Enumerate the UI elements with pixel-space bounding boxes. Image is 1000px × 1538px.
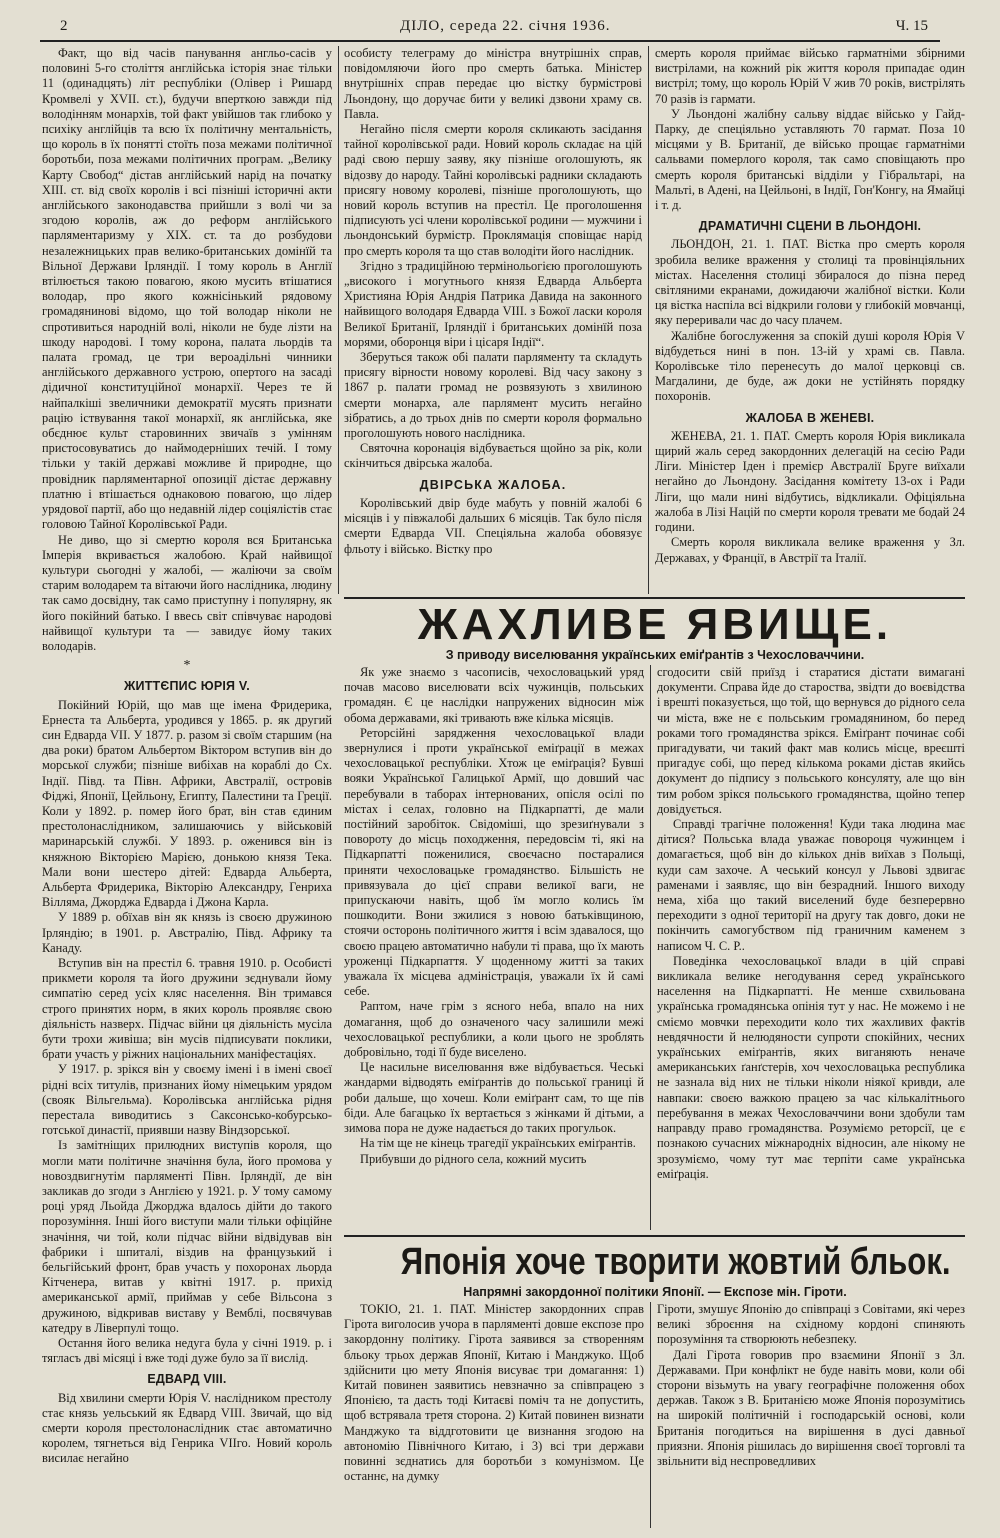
section-heading-court-mourning: ДВІРСЬКА ЖАЛОБА.: [419, 477, 567, 492]
page-number: 2: [60, 18, 68, 34]
subheadline-emigrants: З приводу виселювання українських еміґрантів з Чехословаччини.: [445, 648, 865, 662]
edward-paragraph: Від хвилини смерти Юрія V. наслідником престолу стає князь уельський як Едвард VIII. Звичай, що від смерти короля престолонаслідник стає автоматично королем, тягнеться від Генрика VIIго. Новий король висилає негайно: [42, 1390, 332, 1466]
article2-column-a: [344, 1302, 644, 1528]
headline-terrible-phenomenon: ЖАХЛИВЕ ЯВИЩЕ.: [417, 600, 893, 649]
text-paragraph: особисту телеграму до міністра внутрішніх справ, повідомляючи його про смерть батька. Міністер внутрішніх справ передає цю вістку бурмістрові Льондону, що доручає бити у великі дзвони храму св. Павла.: [344, 46, 642, 121]
text-paragraph: Святочна коронація відбувається щойно за рік, коли скінчиться двірська жалоба.: [344, 441, 642, 471]
bio-paragraph: Вступив він на престіл 6. травня 1910. р. Особисті прикмети короля та його дружини зєднували йому симпатію серед усіх кляс населення. Він тримався строго принятих норм, в яких король проявляє свою діяльність назверх. Підчас війни ця діяльність мусіла бути трохи живіша; він мусів підписувати поклики, брати участь у ріжних національних маніфестаціях.: [42, 955, 332, 1062]
article-paragraph: сгодосити свій приїзд і старатися дістати вимагані документи. Справа йде до староства, звідти до воєвідства і врешті показується, що той, що вернувся до рідного села чи міста, вже не є польським громадянином, бо перед роками того громадянства зрікся. Еміґрант починає собі пригадувати, чи такий факт мав колись місце, вреєшті пригадує собі, що перед кількома роками дістав якийсь документ до підпису з польського консуляту, але що він тим робом зрікся польського громадянства, щойно тепер довідується.: [657, 665, 965, 816]
article-paragraph: Як уже знаємо з часописів, чехословацький уряд почав масово виселювати всіх чужинців, польських громадян. Є це наслідки напружених відносин між обома державами, які тривають вже кілька місяців.: [344, 665, 644, 725]
intro-paragraph: Не диво, що зі смертю короля вся Британська Імперія вкривається жалобою. Край найвищої культури сьогодні у жалобі, — жаліючи за своїм старим володарем та вітаючи його наслідника, людину так само досвідну, так само приступну і популярну, як його покійний батько. І ввесь світ співчуває народові найвищої культури та — завидує йому таких володарів.: [42, 532, 332, 653]
section-heading-geneva: ЖАЛОБА В ЖЕНЕВІ.: [745, 410, 875, 425]
text-paragraph: Негайно після смерти короля скликають засідання тайної королівської ради. Новий король складає на цій раді свою першу заяву, яку пізніше оголошують, як відозву до народу. Тайні королівські радники складають присягу новому королеві, пізніше проголошують, що новий король вступив на престіл. Це проголошення підписують усі члени королівської родини — мужчини і льондонський бурмістр. Проклямація сповіщає нарід про смерть короля та що став володіти його наслідник.: [344, 122, 642, 258]
masthead: ДІЛО, середа 22. січня 1936.: [400, 18, 611, 34]
article-paragraph: Гіроти, змушує Японію до співпраці з Совітами, які через великі зброєння на східному кордоні спиняють порозуміння та створюють небезпеку.: [657, 1302, 965, 1347]
article-paragraph: ТОКІО, 21. 1. ПАТ. Міністер закордонних справ Гірота виголосив учора в парляменті довше експозе про закордонну політику. Гірота заявився за створенням бльоку трьох держав Японії, Китаю і Манджуко. Щоб здійснити цю мету Японія висуває три домагання: 1) Китай повинен заявитись невзначно за співпрацею з Японією, та дасть тоді Китаєві поміч та не допустить, щоб встрявала третя сторона. 2) Китай повинен визнати Манджуко та віддготовити це визнання згодою на автономію Північного Китаю, і 3) всі три держави повинні зєднатись для боротьби з комунізмом. Це останнє, на думку: [344, 1302, 644, 1484]
column-rule: [650, 1302, 651, 1528]
bio-paragraph: Із замітніщих прилюдних виступів короля, що могли мати політичне значіння була, його промова у новоздвигнутім парляменті Півн. Ірляндії, де він закликав до згоди з Англією у 1921. р. У тому самому році уряд Льойда Джорджа вдалось дійти до такого порозуміння. Інші його виступи мали тільки офіційне значіння, чи той, коли підчас війни відвідував він фабрики і шпиталі, віздив на французький і бельгійський фронт, брав участь у похоронах льорда Кітченера, витав у квітні 1917. р. прихід американської армії, приймав у себе Вільсона з дружиною, відкривав виставу у Вемблі, посвячував катедру в Ліверпулі тощо.: [42, 1138, 332, 1335]
text-paragraph: ЖЕНЕВА, 21. 1. ПАТ. Смерть короля Юрія викликала щирий жаль серед закордонних делегацій на сесію Ради Ліги. Міністер Іден і премієр Австралії Бруге виїхали негайно до Льондону. Засідання комітету 13-ох і Ради Ліги, що мали нині відбутись, відкликали. Офіціяльна жалоба в Лізі Націй по смерти короля тревати ме бодай 24 години.: [655, 428, 965, 535]
section-heading-biography: ЖИТТЄПИС ЮРІЯ V.: [124, 679, 250, 694]
text-paragraph: Смерть короля викликала велике враження у Зл. Державах, у Франції, в Австрії та Італії.: [655, 535, 965, 565]
article2-column-b: [657, 1302, 965, 1528]
article1-column-b: [657, 665, 965, 1230]
bio-paragraph: Остання його велика недуга була у січні 1919. р. і тягласъ дві місяці і вже тоді дуже було за її вислід.: [42, 1336, 332, 1366]
text-paragraph: Зберуться також обі палати парляменту та складуть присягу вірности новому королеві. Від часу закону з 1867 р. палати громад не розвязують з хвилиною смерти монарха, але парлямент мусить негайно зібратись, а до трьох днів по смерти короля формально проголошують нового наслідника.: [344, 350, 642, 441]
column-rule: [650, 665, 651, 1230]
page-header: [40, 12, 940, 42]
column-1: [42, 46, 332, 1528]
article-paragraph: На тім ще не кінець трагедії українських еміґрантів.: [360, 1136, 636, 1151]
text-paragraph: смерть короля приймає військо гарматніми збірними вистрілами, на кожний рік життя короля припадає один вистріл; тому, що король Юрій V жив 70 років, вистрілять 70 разів із гармати.: [655, 46, 965, 106]
separator-star: *: [183, 658, 191, 674]
column-2: [344, 46, 642, 586]
text-paragraph: ЛЬОНДОН, 21. 1. ПАТ. Вістка про смерть короля зробила велике враження у столиці та провінціяльних містах. Населення столиці збиралося до пізна перед світляними екранами, дожидаючи жалібної вістки. Коли ця вістка наспіла всі відкрили голови у глибокій мовчанці, яку переривали час до часу плачем.: [655, 237, 965, 328]
article-paragraph: Далі Гірота говорив про взаємини Японії з Зл. Державами. При конфлікт не буде навіть мови, коли обі сторони візьмуть на увагу географічне положення обох держав. Також з В. Британією може Японія порозумітись на широкій політичній і господарській основі, коли Британія погодиться на вирішення в дусі давньої приязни. Японія рішилась до вирішення своєї торговлі та звільнити від неспроведливих: [657, 1347, 965, 1469]
section-heading-london: ДРАМАТИЧНІ СЦЕНИ В ЛЬОНДОНІ.: [698, 219, 922, 234]
article-paragraph: Поведінка чехословацької влади в цій справі викликала велике негодування серед українського населення на Підкарпатті. Не менше схвильована українська громадянська опінія тут у нас. Не можемо і не сміємо мовчки переходити коло тих жахливих фактів невдячности й нелюдяности супроти спокійних, чесних українських еміґрантів, яких виганяють неначе американських ґанґстерів, хоч чехословацька республика не зазнала від них не тільки ніколи ніякої кривди, але навпаки: своєю важкою працею за час кількалітнього перебування в межах Чехословаччини вони здобули там направду право громадянства. Розуміємо реторсії, це є познакою сучасних міжнародніх відносин, але нікому не зрозуміємо, чому тут має терпіти саме українська еміґрація.: [657, 953, 965, 1181]
section-heading-edward: ЕДВАРД VIII.: [147, 1372, 227, 1387]
article-paragraph: Справді трагічне положення! Куди така людина має дітися? Польська влада уважає повороця чужинцем і домагається, щоб він до кількох днів виїхав з Польщі, куди сам захоче. А чеський консул у Львові здвигає раменами і заявляє, що він безрадний. Іншого виходу нема, хіба що такий виселений буде безперервно переходити з одної території на другу так довго, доки не покінчить самогубством під граничним каменем з написом Ч. С. Р..: [657, 817, 965, 953]
text-paragraph: Згідно з традиційною термінольогією проголошують „високого і могутнього князя Едварда Альберта Християна Юрія Андрія Патрика Давида на законного найвищого володаря Едварда VIII. з Божої ласки короля Великої Британії, Ірляндії і британських домінїй поза морями, оборонця віри і цісаря Індії“.: [344, 258, 642, 349]
text-paragraph: Королівський двір буде мабуть у повній жалобі 6 місяців і у півжалобі дальших 6 місяців. Так було після смерти Едварда VII. Спеціяльна жалоба обовязує фльоту і військо. Вістку про: [344, 495, 642, 556]
bio-paragraph: У 1917. р. зрікся він у своєму імені і в імені своєї рідні всіх титулів, признаних йому німецьким урядом (свояк Вільгельма). Королівська англійська рідня перестала виводитись з Саксонсько-кобурсько-готської династії, приявши назву Віндзорської.: [42, 1062, 332, 1138]
article-paragraph: Це насильне виселювання вже відбувається. Чеські жандарми відводять еміґрантів до польської границі й роби дальше, що хочеш. Коли еміґрант сам, то ще пів біди. Але багацько їх вертається з жінками й дітьми, а зимова пора не дуже надається до таких прогульок.: [344, 1060, 644, 1136]
column-rule: [338, 46, 339, 594]
bio-paragraph: У 1889 р. обїхав він як князь із своєю дружиною Ірляндію; в 1901. р. Австралію, Півд. Африку та Канаду.: [42, 910, 332, 955]
article-paragraph: Раптом, наче грім з ясного неба, впало на них домагання, щоб до означеного часу залишили межі чехословацької республики, а коли цього не зроблять добровільно, тоді її буде виселено.: [344, 999, 644, 1060]
section-rule: [344, 1235, 965, 1237]
intro-paragraph: Факт, що від часів панування англьо-сасів у половині 5-го століття англійська історія знає тільки 11 (одинадцять) літ республіки (Олівер і Ришард Кромвелі у XVII. ст.), будучи вперткою завжди під володінням монархів, той факт увійшов так глибоко у психіку англійців та всю їх політичну ментальність, що король в їх понятті стоїть поза межами політичної боротьби, поза межами політичних програм. „Велику Карту Свобод“ дістав англійський нарід на початку XIII. ст. від своїх королів і всі пізніші історичні акти англійського законодавства прийшли з волі чи за згодою королів, аж до реформ англійського парляментаризму у XIX. ст. та до розбудови незалежницьких прав велико-британських домінїй та Вільної Держави Ірляндії. І тому король в Англії втілюється такою повагою, якою мусить втішатися володар, про якого кожнісінький рядовому громадянинові відомо, що той володар ніколи не спротивиться народній волі, ніколи не буде лізти на шкоду народові. І тому корона, палата льордів та палата громад, це три вероадільні чинники англійського державного устрою, опертого на засаді дідичної конституційної монархії. Через те й найпалкіші звеличники демократії мусять признати рацію іствування такої монархії, як англійська, яке обєднює культ старовинних звичаїв з умінням пристосовуватись до наймодерніших течій. І тому тільки у такій державі можливе й природне, що провідник парляментарної опозиції дістає державну платню і втішається однаковою повагою, що лідер урядової партії, або що недавній лідер соціялістів стає головою Тайної Королівської Ради.: [42, 46, 332, 532]
headline-japan-yellow-bloc: Японія хоче творити жовтий бльок.: [400, 1241, 951, 1283]
column-3: [655, 46, 965, 586]
issue-number: Ч. 15: [895, 18, 928, 34]
subheadline-japan-policy: Напрямні закордонної політики Японії. — Експозе мін. Гіроти.: [463, 1285, 847, 1299]
text-paragraph: Жалібне богослуження за спокій душі короля Юрія V відбудеться нині в пон. 13-ій у храмі св. Павла. Королівське тіло перенесуть до малої церковці св. Магдалини, де буде, аж доки не устійнять порядку похоронів.: [655, 328, 965, 404]
column-rule: [648, 46, 649, 594]
text-paragraph: У Льондоні жалібну сальву віддає військо у Гайд-Парку, де спеціяльно уставляють 70 гармат. Поза 10 місцями у В. Британії, де військо прощає гарматніми сальвами померлого короля, так само сповіщають про смерть короля британські відділи у Гібральтарі, на Мальті, в Адені, на Цейльоні, в Індії, Гон'Конгу, на Ямайці і т. д.: [655, 106, 965, 213]
article1-column-a: [344, 665, 644, 1230]
section-rule: [344, 597, 965, 599]
article-paragraph: Прибувши до рідного села, кожний мусить: [360, 1151, 587, 1166]
bio-paragraph: Покійний Юрій, що мав ще імена Фридерика, Ернеста та Альберта, уродився у 1865. р. як другий син Едварда VII. У 1877. р. разом зі своїм старшим (на два роки) братом Альбертом Віктором вступив він до морської служби; пізніше вибіхав на кораблі до Сх. Індії. Півд. та Півн. Африки, Австралії, островів Фіджі, Японії, Цейльону, Египту, Палестини та Греції. Коли у 1892. р. помер його брат, він став єдиним престолонаслідником, залишаючись у військовій маринарській службі. У 1893. р. оженився він із княжною Вікторією Марією, донькою князя Тека. Мали вони шестеро дітей: Едварда Альберта, Альберта Фридерика, Вікторію Александру, Генриха Вілляма, Джорджа Едварда і Джона Карла.: [42, 697, 332, 910]
article-paragraph: Реторсійні зарядження чехословацької влади звернулися і проти української еміґрації в межах чехословацької республіки. Хтож це еміґрація? Бувші вояки Української Галицької Армії, що довший час перебували в таборах інтернованих, опісля осілі по містах і селах, головно на Підкарпатті, де мали постійний заробіток. Свідоміші, що зрезиґнували з повороту до місць походження, передовсім ті, які на Підкарпатті поженилися, своєчасно постаралися приняти чехословацьке громадянство. Більшість не привязувала до цієї справи великої ваги, не припускаючи навіть, щоб їм могло колись їм пошкодити. Вони зжилися з новою батьківщиною, стоячи осторонь політичного життя і всім здавалося, що своєю працею автоматично набули ті права, що їх мають уроженці Підкарпаття. У щоденному житті за таких уважала їх місцева адміністрація, уважали їх й самі себе.: [344, 725, 644, 999]
